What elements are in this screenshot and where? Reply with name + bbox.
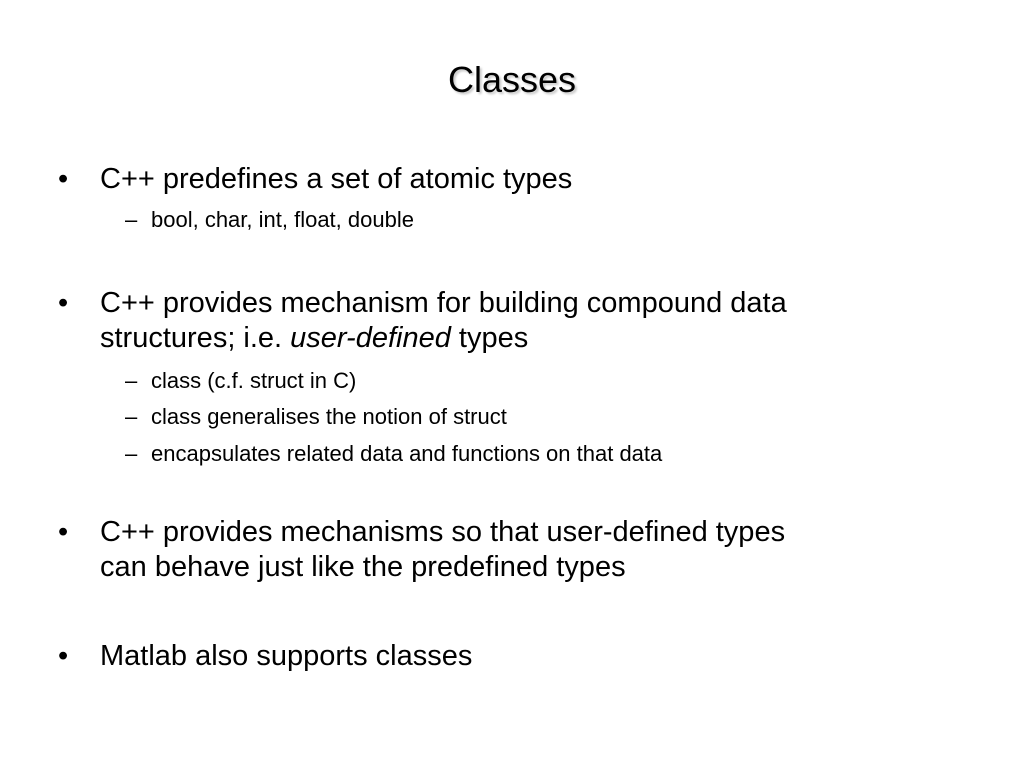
bullet-text-line: C++ provides mechanism for building compound data	[100, 287, 787, 319]
bullet-icon: •	[58, 287, 69, 319]
bullet-text-prefix: structures; i.e.	[100, 322, 291, 354]
dash-icon: –	[125, 368, 138, 393]
sub-bullet-text: class (c.f. struct in C)	[151, 368, 357, 393]
dash-icon: –	[125, 404, 138, 429]
slide-title: Classes	[447, 59, 577, 100]
bullet-text-suffix: types	[450, 322, 529, 354]
bullet-text-line: C++ provides mechanisms so that user-defined types	[100, 516, 786, 548]
bullet-text	[100, 286, 970, 356]
bullet-icon: •	[58, 163, 69, 195]
sub-bullet-text: encapsulates related data and functions on that data	[151, 441, 663, 466]
bullet-text: Matlab also supports classes	[100, 640, 473, 672]
dash-icon: –	[125, 441, 138, 466]
bullet-text	[100, 515, 970, 585]
bullet-icon: •	[58, 640, 69, 672]
bullet-text: C++ predefines a set of atomic types	[100, 163, 573, 195]
dash-icon: –	[125, 207, 138, 232]
sub-bullet-text: class generalises the notion of struct	[151, 404, 507, 429]
bullet-icon: •	[58, 516, 69, 548]
sub-bullet-text: bool, char, int, float, double	[151, 207, 414, 232]
emphasis-text: user-defined	[290, 322, 451, 354]
bullet-text-line: can behave just like the predefined types	[100, 551, 626, 583]
